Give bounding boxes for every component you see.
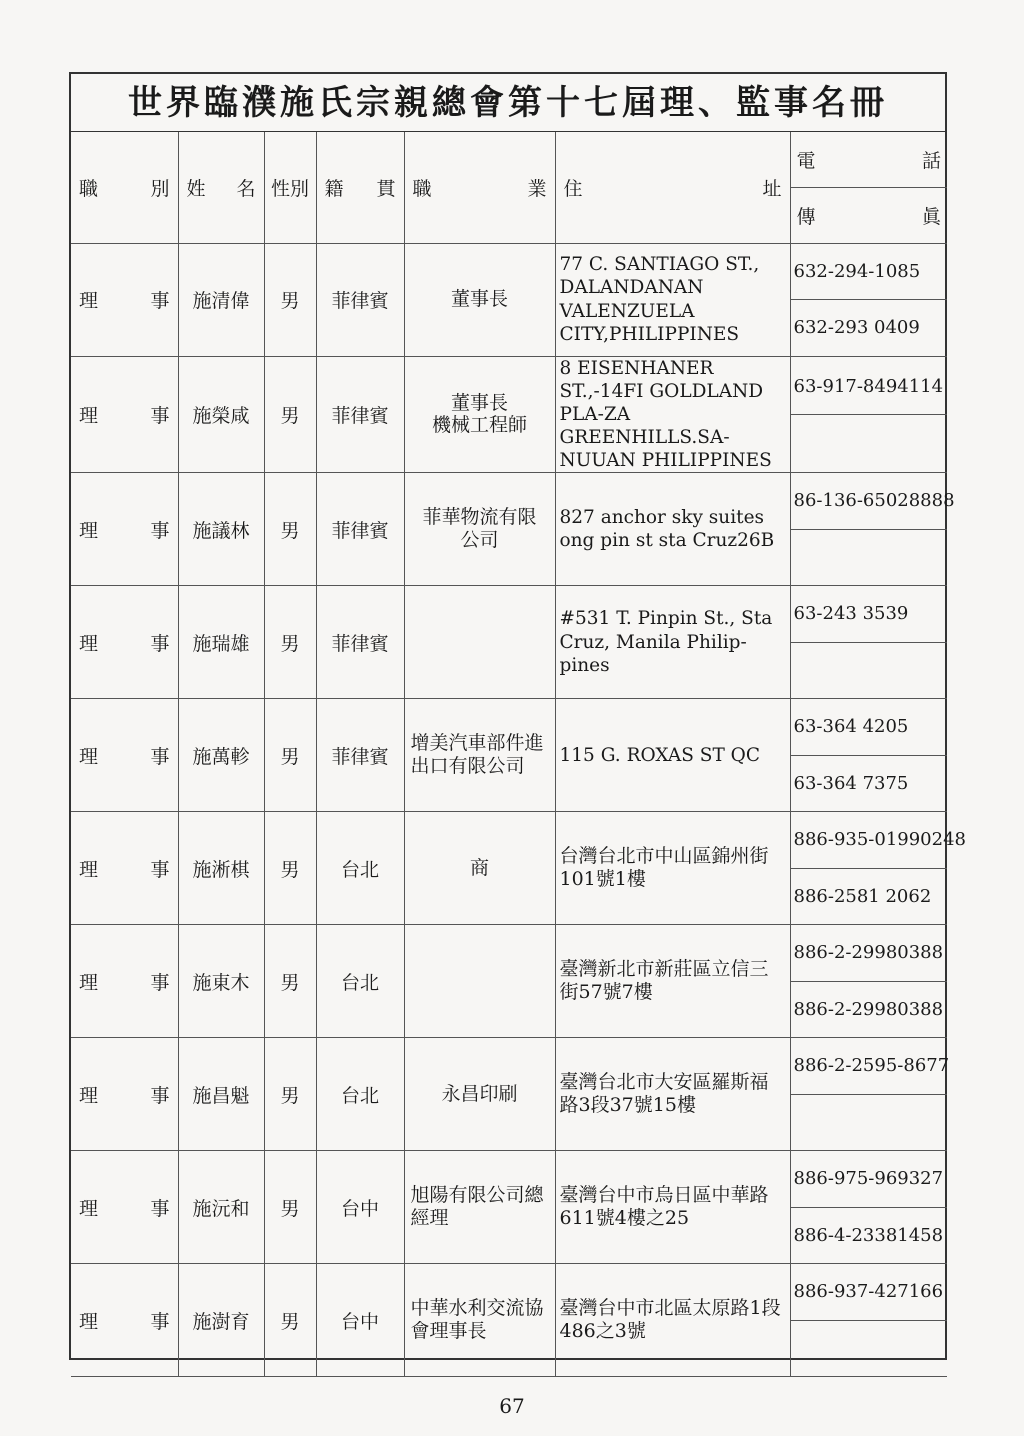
table-row bbox=[71, 473, 947, 586]
cell-address: 臺灣台中市烏日區中華路611號4樓之25 bbox=[555, 1151, 790, 1264]
cell-address: 台灣台北市中山區錦州街101號1樓 bbox=[555, 812, 790, 925]
cell-address: #531 T. Pinpin St., Sta Cruz, Manila Philip-pines bbox=[555, 586, 790, 699]
fax-number bbox=[791, 530, 948, 586]
cell-contact bbox=[790, 356, 947, 473]
cell-name: 施萬軫 bbox=[178, 699, 264, 812]
table-row bbox=[71, 1038, 947, 1151]
header-address: 住 址 bbox=[555, 132, 790, 243]
cell-position: 理 事 bbox=[71, 356, 178, 473]
fax-number bbox=[791, 1321, 948, 1377]
cell-position: 理 事 bbox=[71, 1264, 178, 1377]
cell-origin: 台北 bbox=[316, 1038, 404, 1151]
cell-origin: 台北 bbox=[316, 925, 404, 1038]
table-row bbox=[71, 243, 947, 356]
header-origin: 籍 貫 bbox=[316, 132, 404, 243]
page-number: 67 bbox=[499, 1394, 525, 1418]
cell-name: 施瑞雄 bbox=[178, 586, 264, 699]
cell-origin: 菲律賓 bbox=[316, 356, 404, 473]
cell-address: 臺灣台北市大安區羅斯福路3段37號15樓 bbox=[555, 1038, 790, 1151]
phone-number: 63-364 4205 bbox=[791, 699, 948, 756]
cell-occupation: 旭陽有限公司總經理 bbox=[404, 1151, 555, 1264]
table-row bbox=[71, 1151, 947, 1264]
cell-occupation: 永昌印刷 bbox=[404, 1038, 555, 1151]
table-row bbox=[71, 356, 947, 473]
fax-number: 886-4-23381458 bbox=[793, 1224, 944, 1246]
fax-number: 886-2581 2062 bbox=[793, 885, 932, 907]
table-row bbox=[71, 1264, 947, 1377]
table-row bbox=[71, 812, 947, 925]
cell-name: 施澍育 bbox=[178, 1264, 264, 1377]
header-occupation: 職 業 bbox=[404, 132, 555, 243]
phone-number: 86-136-65028888 bbox=[791, 473, 948, 530]
cell-position: 理 事 bbox=[71, 1151, 178, 1264]
cell-origin: 菲律賓 bbox=[316, 699, 404, 812]
phone-number: 886-935-01990248 bbox=[791, 812, 948, 869]
cell-gender: 男 bbox=[264, 1264, 316, 1377]
phone-number: 632-294-1085 bbox=[791, 244, 948, 301]
roster-table bbox=[71, 132, 966, 1377]
phone-number: 63-917-8494114 bbox=[791, 358, 948, 415]
header-name: 姓 名 bbox=[178, 132, 264, 243]
cell-occupation: 董事長 bbox=[404, 243, 555, 356]
table-row bbox=[71, 925, 947, 1038]
cell-name: 施榮咸 bbox=[178, 356, 264, 473]
phone-number: 886-2-29980388 bbox=[791, 925, 948, 982]
cell-contact bbox=[790, 925, 947, 1038]
cell-origin: 菲律賓 bbox=[316, 243, 404, 356]
header-row bbox=[71, 132, 947, 243]
fax-number bbox=[791, 1095, 948, 1151]
fax-number bbox=[791, 643, 948, 699]
phone-number: 886-937-427166 bbox=[791, 1264, 948, 1321]
cell-gender: 男 bbox=[264, 1038, 316, 1151]
cell-occupation: 董事長 機械工程師 bbox=[404, 356, 555, 473]
cell-contact bbox=[790, 812, 966, 925]
cell-occupation: 增美汽車部件進出口有限公司 bbox=[404, 699, 555, 812]
cell-address: 115 G. ROXAS ST QC bbox=[555, 699, 790, 812]
cell-origin: 台北 bbox=[316, 812, 404, 925]
roster-body bbox=[71, 132, 966, 1377]
cell-contact bbox=[790, 586, 947, 699]
cell-contact bbox=[790, 1151, 947, 1264]
fax-number: 632-293 0409 bbox=[793, 317, 920, 339]
cell-occupation: 菲華物流有限 公司 bbox=[404, 473, 555, 586]
cell-gender: 男 bbox=[264, 356, 316, 473]
phone-number: 886-975-969327 bbox=[791, 1151, 948, 1208]
cell-position: 理 事 bbox=[71, 586, 178, 699]
header-gender: 性別 bbox=[264, 132, 316, 243]
cell-contact bbox=[790, 473, 955, 586]
table-row bbox=[71, 699, 947, 812]
cell-address: 8 EISENHANER ST.,-14FI GOLDLAND PLA-ZA GREENHILLS.SA-NUUAN PHILIPPINES bbox=[555, 356, 790, 473]
cell-occupation bbox=[404, 925, 555, 1038]
cell-origin: 台中 bbox=[316, 1151, 404, 1264]
cell-gender: 男 bbox=[264, 812, 316, 925]
cell-occupation: 商 bbox=[404, 812, 555, 925]
cell-gender: 男 bbox=[264, 243, 316, 356]
fax-number: 63-364 7375 bbox=[793, 772, 909, 794]
cell-position: 理 事 bbox=[71, 1038, 178, 1151]
cell-position: 理 事 bbox=[71, 925, 178, 1038]
cell-occupation: 中華水利交流協會理事長 bbox=[404, 1264, 555, 1377]
cell-name: 施昌魁 bbox=[178, 1038, 264, 1151]
document-title: 世界臨濮施氏宗親總會第十七屆理、監事名冊 bbox=[71, 74, 945, 132]
cell-origin: 台中 bbox=[316, 1264, 404, 1377]
cell-position: 理 事 bbox=[71, 812, 178, 925]
fax-number bbox=[791, 415, 948, 471]
cell-name: 施東木 bbox=[178, 925, 264, 1038]
cell-gender: 男 bbox=[264, 925, 316, 1038]
header-contact bbox=[790, 132, 947, 243]
cell-gender: 男 bbox=[264, 586, 316, 699]
cell-name: 施議林 bbox=[178, 473, 264, 586]
cell-position: 理 事 bbox=[71, 473, 178, 586]
cell-name: 施清偉 bbox=[178, 243, 264, 356]
cell-origin: 菲律賓 bbox=[316, 586, 404, 699]
cell-position: 理 事 bbox=[71, 699, 178, 812]
cell-name: 施沅和 bbox=[178, 1151, 264, 1264]
table-row bbox=[71, 586, 947, 699]
cell-address: 77 C. SANTIAGO ST., DALANDANAN VALENZUELA CITY,PHILIPPINES bbox=[555, 243, 790, 356]
cell-contact bbox=[790, 243, 947, 356]
cell-gender: 男 bbox=[264, 699, 316, 812]
phone-number: 886-2-2595-8677 bbox=[791, 1038, 948, 1095]
cell-gender: 男 bbox=[264, 1151, 316, 1264]
header-position: 職 別 bbox=[71, 132, 178, 243]
header-fax: 傳 眞 bbox=[796, 205, 941, 228]
cell-occupation bbox=[404, 586, 555, 699]
cell-address: 827 anchor sky suites ong pin st sta Cruz26B bbox=[555, 473, 790, 586]
roster-frame bbox=[69, 72, 966, 1360]
cell-address: 臺灣台中市北區太原路1段486之3號 bbox=[555, 1264, 790, 1377]
cell-contact bbox=[790, 699, 947, 812]
cell-address: 臺灣新北市新莊區立信三街57號7樓 bbox=[555, 925, 790, 1038]
header-phone: 電 話 bbox=[791, 132, 948, 188]
phone-number: 63-243 3539 bbox=[791, 586, 948, 643]
cell-name: 施淅棋 bbox=[178, 812, 264, 925]
fax-number: 886-2-29980388 bbox=[793, 998, 944, 1020]
cell-origin: 菲律賓 bbox=[316, 473, 404, 586]
cell-contact bbox=[790, 1038, 950, 1151]
cell-contact bbox=[790, 1264, 947, 1377]
cell-position: 理 事 bbox=[71, 243, 178, 356]
cell-gender: 男 bbox=[264, 473, 316, 586]
